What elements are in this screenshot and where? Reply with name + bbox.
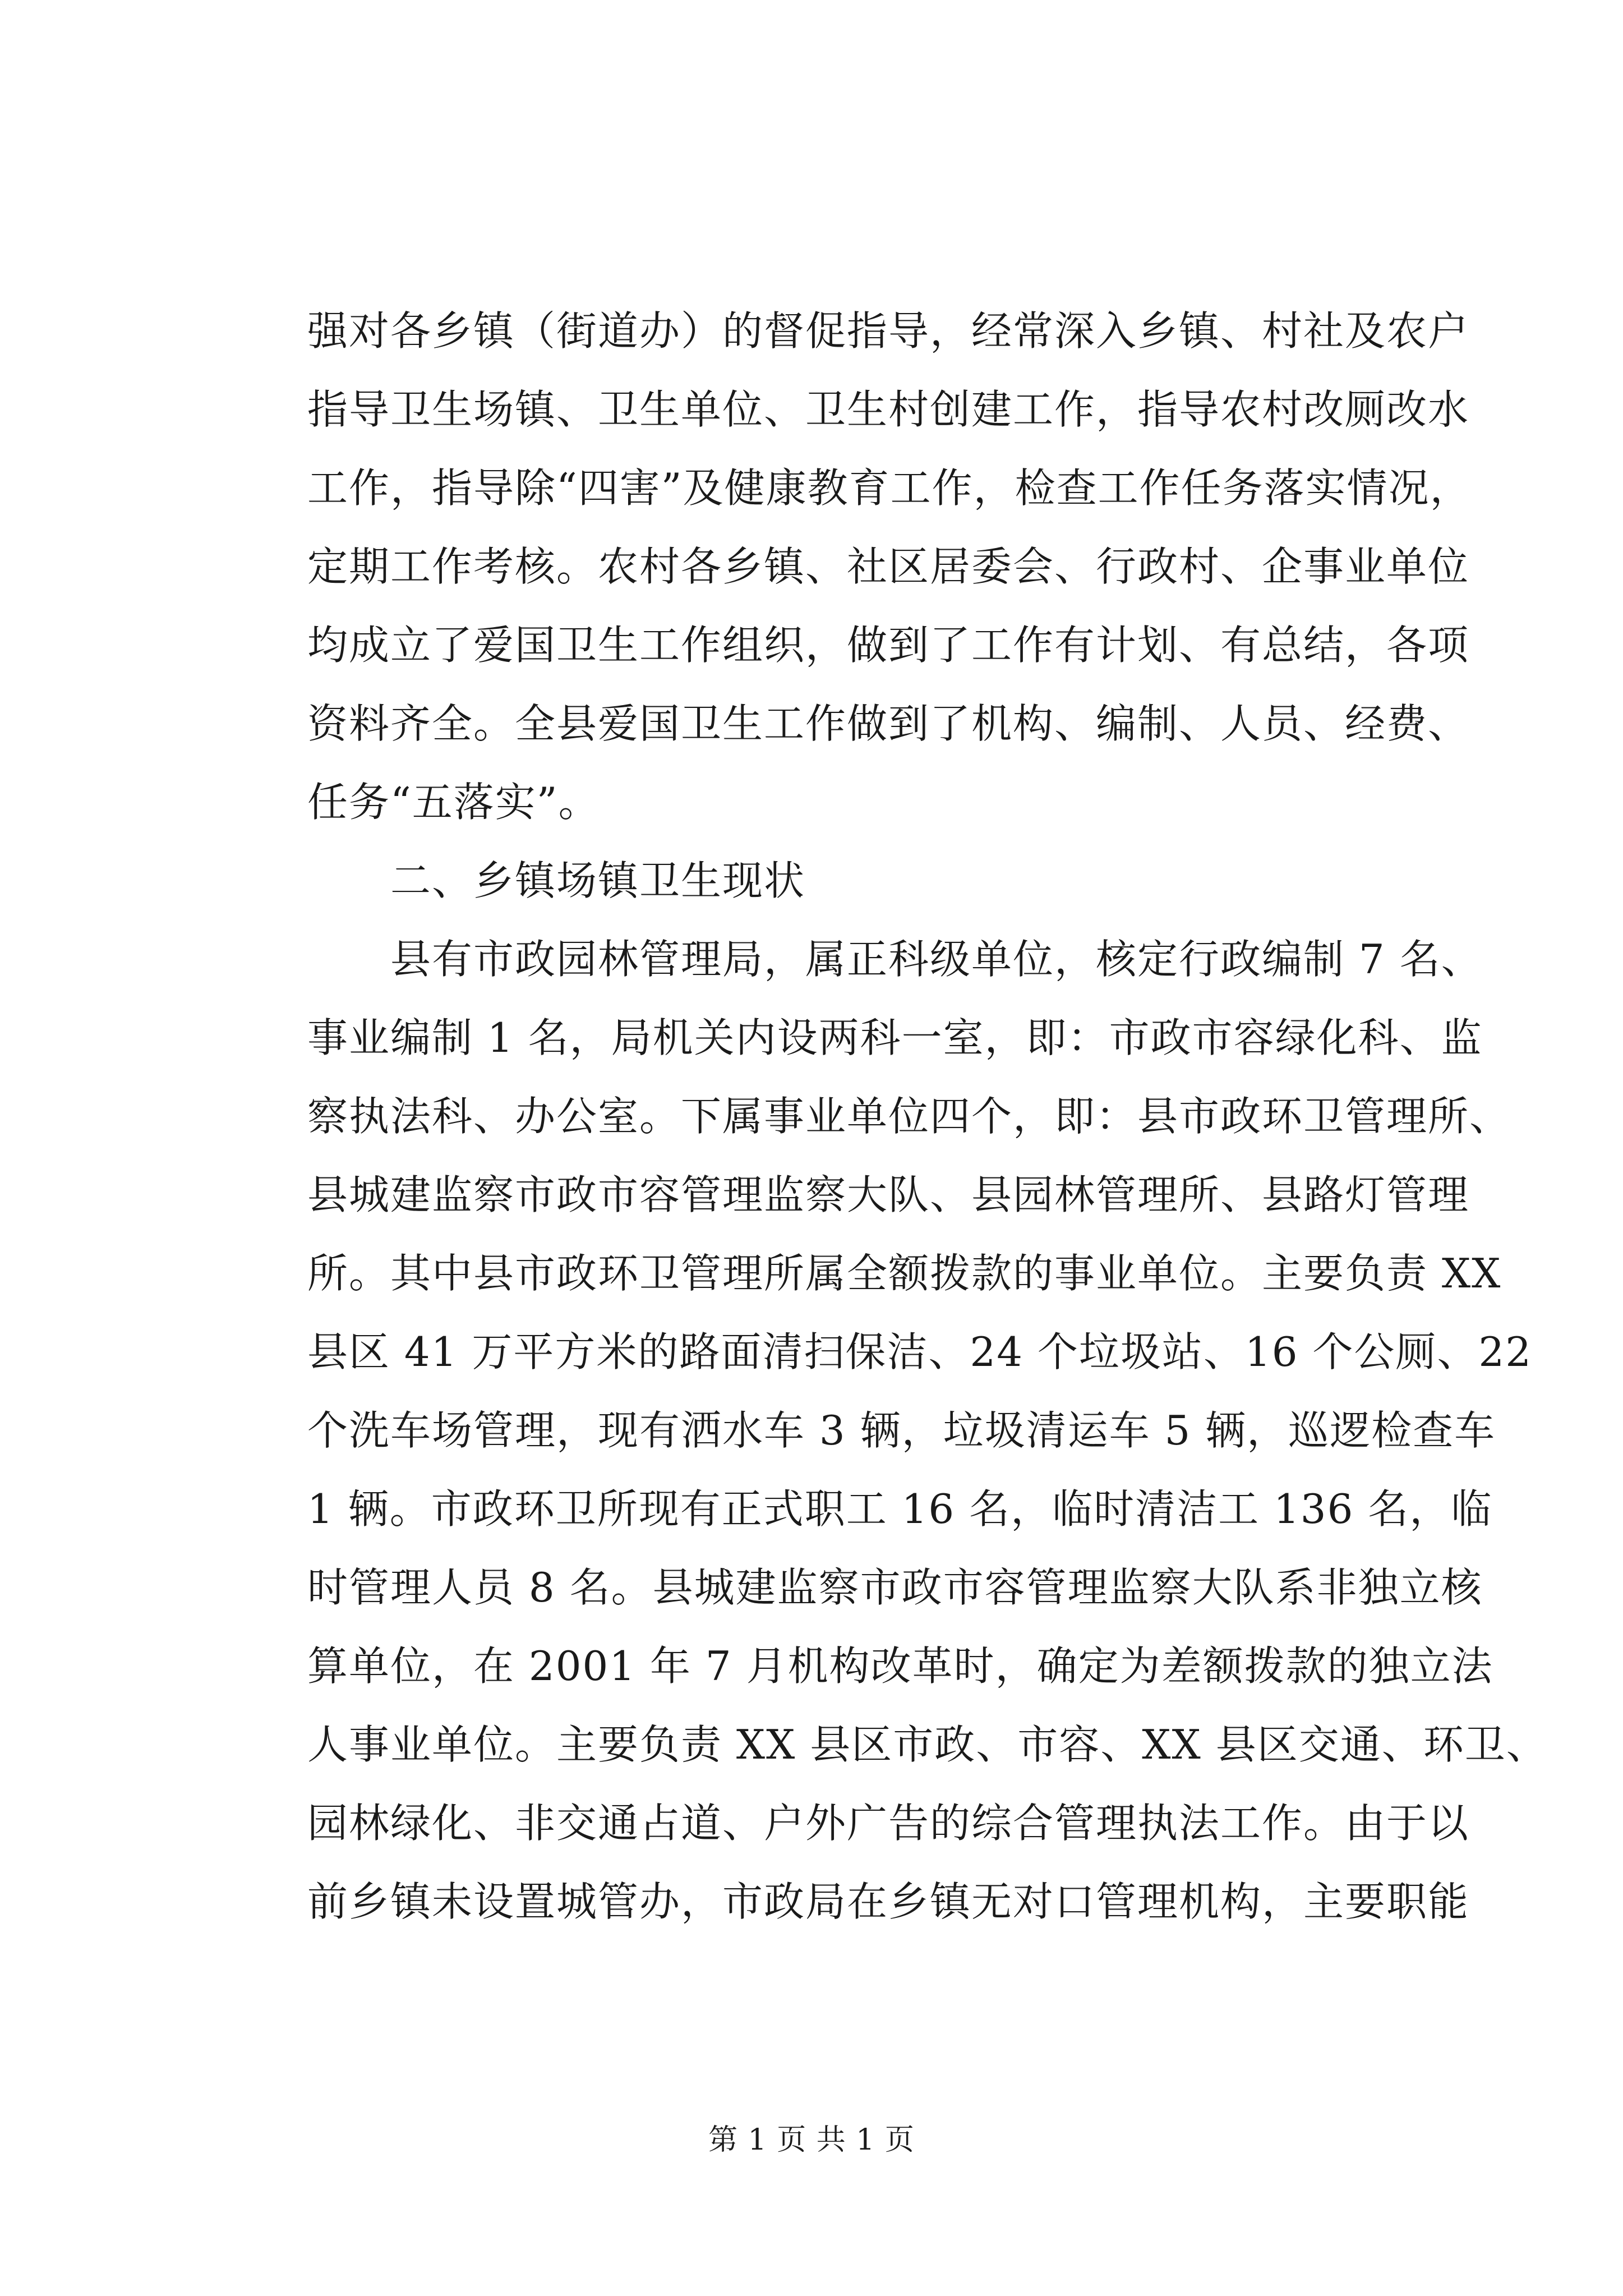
text-line: 前乡镇未设置城管办，市政局在乡镇无对口管理机构，主要职能: [307, 1878, 1470, 1925]
text-line: 县区 41 万平方米的路面清扫保洁、24 个垃圾站、16 个公厕、22: [307, 1328, 1533, 1375]
text-line: 定期工作考核。农村各乡镇、社区居委会、行政村、企事业单位: [307, 543, 1470, 590]
text-line: 园林绿化、非交通占道、户外广告的综合管理执法工作。由于以: [307, 1800, 1470, 1847]
text-line: 均成立了爱国卫生工作组织，做到了工作有计划、有总结，各项: [307, 622, 1470, 669]
text-line: 察执法科、办公室。下属事业单位四个，即：县市政环卫管理所、: [307, 1093, 1511, 1140]
text-line: 工作，指导除“四害”及健康教育工作，检查工作任务落实情况，: [307, 464, 1472, 512]
text-line: 个洗车场管理，现有洒水车 3 辆，垃圾清运车 5 辆，巡逻检查车: [307, 1407, 1496, 1454]
text-line: 人事业单位。主要负责 XX 县区市政、市容、XX 县区交通、环卫、: [307, 1721, 1548, 1768]
text-line: 县城建监察市政市容管理监察大队、县园林管理所、县路灯管理: [307, 1171, 1470, 1218]
text-line: 县有市政园林管理局，属正科级单位，核定行政编制 7 名、: [390, 936, 1483, 983]
text-line: 所。其中县市政环卫管理所属全额拨款的事业单位。主要负责 XX: [307, 1250, 1502, 1297]
section-heading: 二、乡镇场镇卫生现状: [390, 857, 806, 904]
text-line: 指导卫生场镇、卫生单位、卫生村创建工作，指导农村改厕改水: [307, 386, 1470, 433]
page-footer: 第 1 页 共 1 页: [708, 2123, 915, 2157]
text-line: 1 辆。市政环卫所现有正式职工 16 名，临时清洁工 136 名，临: [307, 1485, 1493, 1533]
text-line: 算单位，在 2001 年 7 月机构改革时，确定为差额拨款的独立法: [307, 1642, 1493, 1690]
text-line: 资料齐全。全县爱国卫生工作做到了机构、编制、人员、经费、: [307, 700, 1470, 747]
text-line: 强对各乡镇（街道办）的督促指导，经常深入乡镇、村社及农户: [307, 307, 1470, 355]
text-line: 事业编制 1 名，局机关内设两科一室，即：市政市容绿化科、监: [307, 1014, 1483, 1061]
document-body: [307, 292, 1548, 1941]
text-line: 时管理人员 8 名。县城建监察市政市容管理监察大队系非独立核: [307, 1564, 1483, 1611]
text-line: 任务“五落实”。: [307, 779, 600, 826]
